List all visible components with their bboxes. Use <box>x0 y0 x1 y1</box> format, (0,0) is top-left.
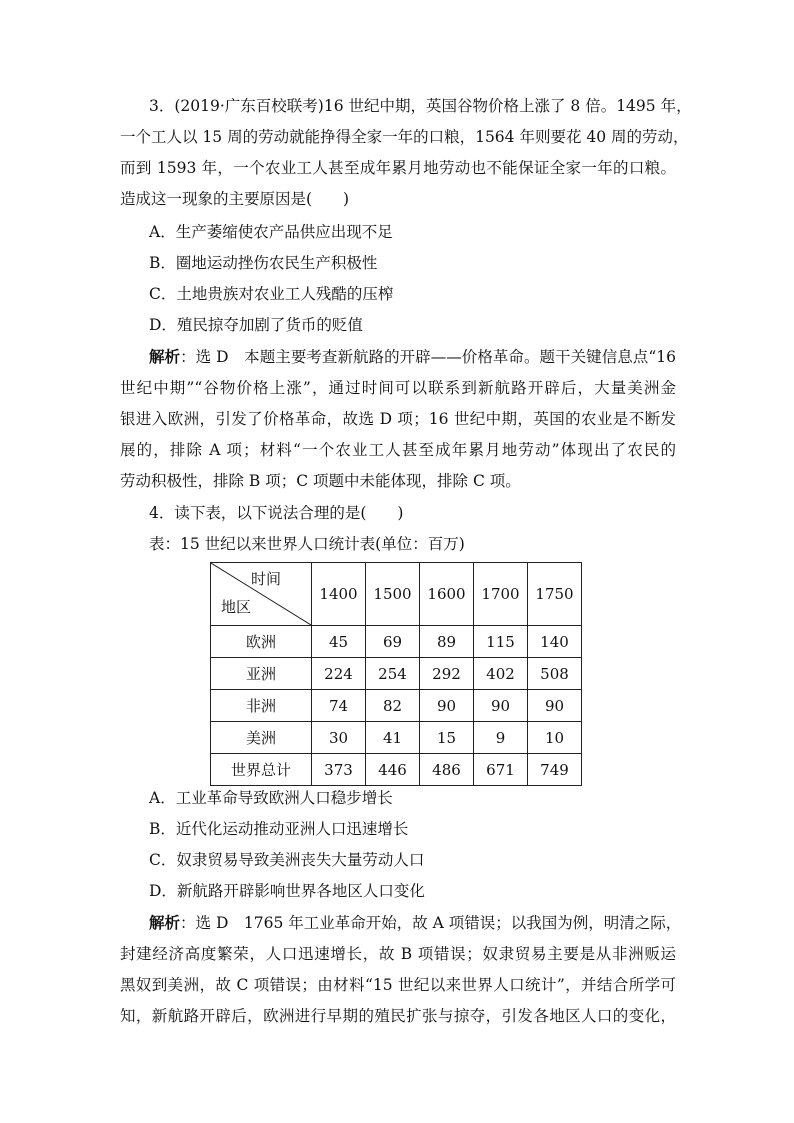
value-cell: 82 <box>366 690 420 722</box>
value-cell: 90 <box>420 690 474 722</box>
header-time-label: 时间 <box>250 570 281 588</box>
q3-stem-line-3: 而到 1593 年，一个农业工人甚至成年累月地劳动也不能保证全家一年的口粮。 <box>120 159 676 177</box>
value-cell: 9 <box>474 722 528 754</box>
region-cell: 欧洲 <box>211 626 312 658</box>
value-cell: 74 <box>312 690 366 722</box>
value-cell: 90 <box>528 690 582 722</box>
value-cell: 15 <box>420 722 474 754</box>
value-cell: 254 <box>366 658 420 690</box>
population-table <box>210 562 582 786</box>
q3-option-c: C．土地贵族对农业工人残酷的压榨 <box>149 285 394 303</box>
value-cell: 115 <box>474 626 528 658</box>
q3-option-d: D．殖民掠夺加剧了货币的贬值 <box>149 316 363 334</box>
value-cell: 224 <box>312 658 366 690</box>
value-cell: 45 <box>312 626 366 658</box>
region-cell: 亚洲 <box>211 658 312 690</box>
value-cell: 402 <box>474 658 528 690</box>
region-cell: 世界总计 <box>211 754 312 786</box>
q4-analysis-line-3: 黑奴到美洲，故 C 项错误；由材料“15 世纪以来世界人口统计”，并结合所学可 <box>120 976 676 994</box>
value-cell: 446 <box>366 754 420 786</box>
q4-option-a: A．工业革命导致欧洲人口稳步增长 <box>149 789 393 807</box>
q3-analysis-line-1: 解析：选 D 本题主要考查新航路的开辟——价格革命。题干关键信息点“16 <box>149 347 676 366</box>
region-cell: 美洲 <box>211 722 312 754</box>
table-row <box>211 690 582 722</box>
table-row <box>211 722 582 754</box>
value-cell: 89 <box>420 626 474 658</box>
q4-analysis-line-1: 解析：选 D 1765 年工业革命开始，故 A 项错误；以我国为例，明清之际， <box>149 913 682 932</box>
q3-analysis-line-2: 世纪中期”“谷物价格上涨”，通过时间可以联系到新航路开辟后，大量美洲金 <box>120 379 676 397</box>
table-diagonal-header <box>211 563 312 626</box>
value-cell: 69 <box>366 626 420 658</box>
table-header-row <box>211 563 582 626</box>
q4-option-c: C．奴隶贸易导致美洲丧失大量劳动人口 <box>149 851 425 869</box>
value-cell: 373 <box>312 754 366 786</box>
q4-analysis-line-4: 知，新航路开辟后，欧洲进行早期的殖民扩张与掠夺，引发各地区人口的变化， <box>120 1007 676 1025</box>
region-cell: 非洲 <box>211 690 312 722</box>
year-header-cell: 1700 <box>474 563 528 626</box>
q3-stem-line-2: 一个工人以 15 周的劳动就能挣得全家一年的口粮，1564 年则要花 40 周的劳动， <box>120 128 689 146</box>
q4-analysis-line-2: 封建经济高度繁荣，人口迅速增长，故 B 项错误；奴隶贸易主要是从非洲贩运 <box>120 945 676 963</box>
value-cell: 90 <box>474 690 528 722</box>
value-cell: 749 <box>528 754 582 786</box>
q4-stem: 4．读下表，以下说法合理的是( ) <box>149 504 404 522</box>
q3-analysis-line-4: 展的，排除 A 项；材料“一个农业工人甚至成年累月地劳动”体现出了农民的 <box>120 441 676 459</box>
q4-table-caption: 表：15 世纪以来世界人口统计表(单位：百万) <box>149 535 465 553</box>
year-header-cell: 1750 <box>528 563 582 626</box>
q4-option-b: B．近代化运动推动亚洲人口迅速增长 <box>149 820 409 838</box>
header-region-label: 地区 <box>221 598 252 616</box>
value-cell: 41 <box>366 722 420 754</box>
year-header-cell: 1400 <box>312 563 366 626</box>
q3-analysis-line-3: 银进入欧洲，引发了价格革命，故选 D 项；16 世纪中期，英国的农业是不断发 <box>120 410 676 428</box>
value-cell: 292 <box>420 658 474 690</box>
q4-analysis-label: 解析 <box>149 913 181 932</box>
table-row <box>211 626 582 658</box>
year-header-cell: 1600 <box>420 563 474 626</box>
q3-analysis-line-5: 劳动积极性，排除 B 项；C 项题中未能体现，排除 C 项。 <box>120 472 521 490</box>
value-cell: 486 <box>420 754 474 786</box>
value-cell: 508 <box>528 658 582 690</box>
q3-option-b: B．圈地运动挫伤农民生产积极性 <box>149 254 378 272</box>
table-row <box>211 754 582 786</box>
value-cell: 30 <box>312 722 366 754</box>
q4-option-d: D．新航路开辟影响世界各地区人口变化 <box>149 882 425 900</box>
q3-option-a: A．生产萎缩使农产品供应出现不足 <box>149 223 393 241</box>
value-cell: 10 <box>528 722 582 754</box>
q3-analysis-label: 解析 <box>149 347 181 366</box>
value-cell: 140 <box>528 626 582 658</box>
q3-stem-line-1: 3．(2019·广东百校联考)16 世纪中期，英国谷物价格上涨了 8 倍。1495 年， <box>149 97 692 115</box>
year-header-cell: 1500 <box>366 563 420 626</box>
table-row <box>211 658 582 690</box>
q3-stem-line-4: 造成这一现象的主要原因是( ) <box>120 190 350 208</box>
value-cell: 671 <box>474 754 528 786</box>
